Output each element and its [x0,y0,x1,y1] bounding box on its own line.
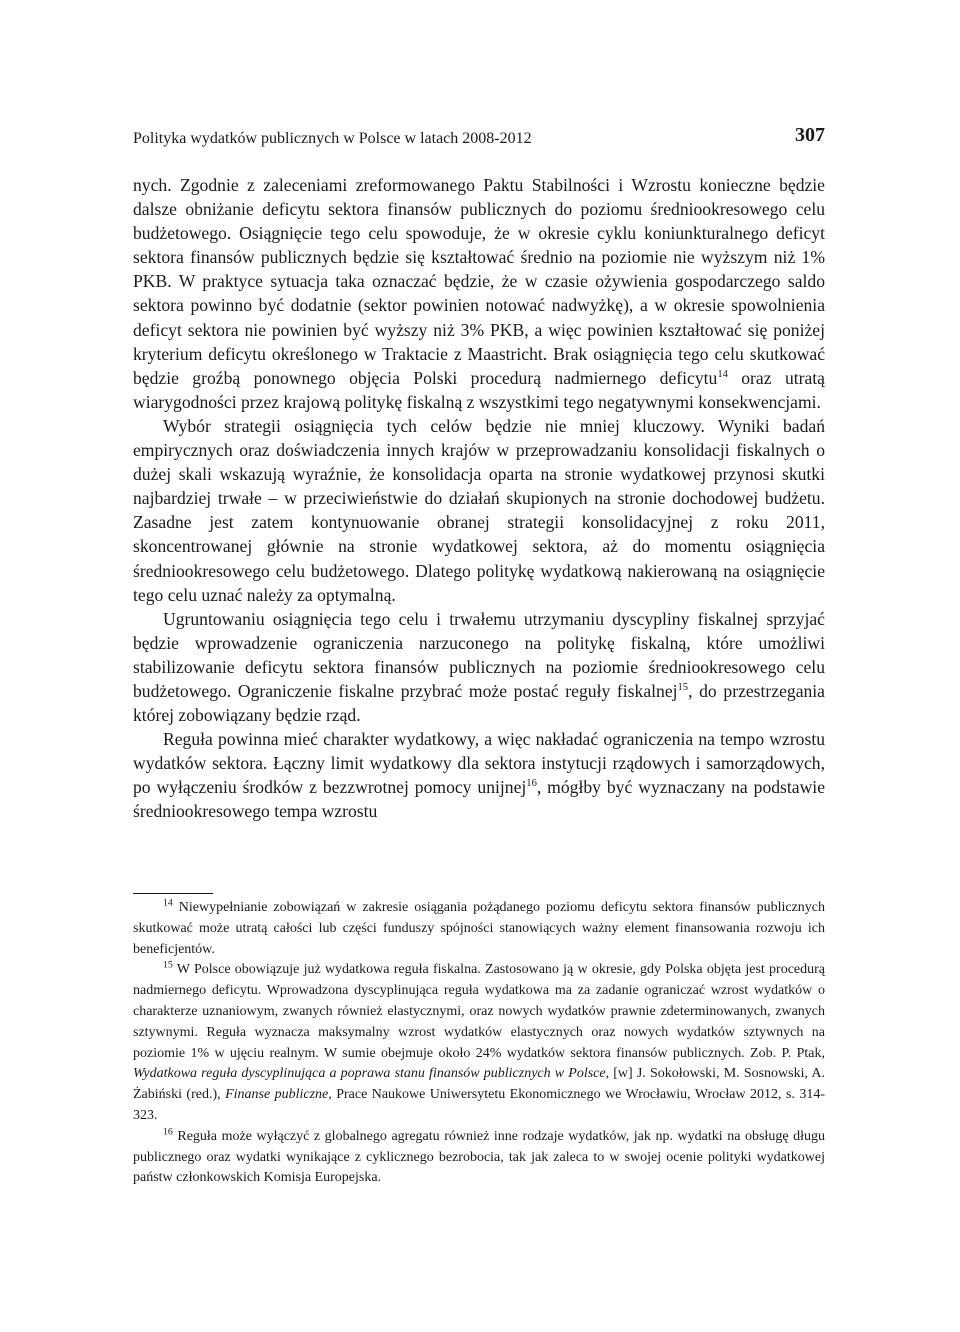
footnotes [133,898,825,1189]
paragraph-1-text-b: oraz utratą wiarygodności przez krajową politykę fiskalną z wszystkimi tego negatywnymi konsekwencjami. [133,367,825,412]
footnote-ref-16: 16 [526,778,537,790]
running-title: Polityka wydatków publicznych w Polsce w latach 2008-2012 [133,130,532,147]
paragraph-4-text-a: Reguła powinna mieć charakter wydatkowy, a więc nakładać ograniczenia na tempo wzrostu wydatków sektora. Łączny limit wydatkowy dla sektora instytucji rządowych i samorządowych, po wyłączeniu środków z bezzwrotnej pomocy unijnej [133,729,825,798]
footnote-15-text-a: W Polsce obowiązuje już wydatkowa reguła fiskalna. Zastosowano ją w okresie, gdy Polska objęta jest procedurą nadmiernego deficytu. Wprowadzona dyscyplinująca reguła wydatkowa ma za zadanie ograniczać wzrost wydatków o charakterze uznaniowym, zwanych również elastycznymi, oraz nowych wydatków prawnie zdeterminowanych, zwanych sztywnymi. Reguła wyznacza maksymalny wzrost wydatków elastycznych oraz nowych wydatków sztywnych na poziomie 1% w ujęciu realnym. W sumie obejmuje około 24% wydatków sektora finansów publicznych. Zob. P. Ptak, [133,962,825,1061]
body-text [133,173,825,824]
paragraph-3-text-a: Ugruntowaniu osiągnięcia tego celu i trwałemu utrzymaniu dyscypliny fiskalnej sprzyjać będzie wprowadzenie ograniczenia narzuconego na politykę fiskalną, które umożliwi stabilizowanie deficytu sektora finansów publicznych na poziomie średniookresowego celu budżetowego. Ograniczenie fiskalne przybrać może postać reguły fiskalnej [133,608,825,701]
paragraph-1 [133,173,825,414]
footnote-15-cited-title: Wydatkowa reguła dyscyplinująca a poprawa stanu finansów publicznych w Polsce [133,1066,606,1082]
footnote-14-text: Niewypełnianie zobowiązań w zakresie osiągania pożądanego poziomu deficytu sektora finansów publicznych skutkować może utratą całości lub części funduszy spójności stanowiących ważny element finansowania rozwoju ich beneficjentów. [133,900,825,957]
footnote-number-14: 14 [163,897,173,909]
document-page [133,0,825,1332]
paragraph-4 [133,727,825,823]
footnote-14 [133,898,825,960]
footnote-ref-14: 14 [717,368,728,380]
paragraph-2: Wybór strategii osiągnięcia tych celów będzie nie mniej kluczowy. Wyniki badań empirycznych oraz doświadczenia innych krajów w przeprowadzaniu konsolidacji fiskalnych o dużej skali wskazują wyraźnie, że konsolidacja oparta na stronie wydatkowej przynosi skutki najbardziej trwałe – w przeciwieństwie do działań skupionych na stronie dochodowej budżetu. Zasadne jest zatem kontynuowanie obranej strategii konsolidacyjnej z roku 2011, skoncentrowanej głównie na stronie wydatkowej sektora, aż do momentu osiągnięcia średniookresowego celu budżetowego. Dlatego politykę wydatkową nakierowaną na osiągnięcie tego celu uznać należy za optymalną. [133,415,825,605]
footnote-ref-15: 15 [677,682,689,694]
paragraph-3-text-b: , do przestrzegania której zobowiązany będzie rząd. [133,680,825,726]
footnote-15-text-b: , [w] J. Sokołowski, M. Sosnowski, A. Żabiński (red.), [133,1066,825,1103]
footnote-15-book-title: Finanse publiczne [225,1087,329,1103]
footnote-15 [133,960,825,1126]
paragraph-3 [133,607,825,727]
footnote-number-16: 16 [163,1126,173,1138]
footnote-separator [133,893,213,894]
footnote-16-text: Reguła może wyłączyć z globalnego agregatu również inne rodzaje wydatków, jak np. wydatki na obsługę długu publicznego oraz wydatki wynikające z cyklicznego bezrobocia, tak jak zaleca to w swojej ocenie polityki wydatkowej państw członkowskich Komisja Europejska. [133,1128,825,1186]
paragraph-1-text-a: nych. Zgodnie z zaleceniami zreformowanego Paktu Stabilności i Wzrostu konieczne będzie dalsze obniżanie deficytu sektora finansów publicznych do poziomu średniookresowego celu budżetowego. Osiągnięcie tego celu spowoduje, że w okresie cyklu koniunkturalnego deficyt sektora finansów publicznych będzie się kształtować średnio na poziomie nie wyższym niż 1% PKB. W praktyce sytuacja taka oznaczać będzie, że w czasie ożywienia gospodarczego saldo sektora powinno być dodatnie (sektor powinien notować nadwyżkę), a w okresie spowolnienia deficyt sektora nie powinien być wyższy niż 3% PKB, a więc powinien kształtować się poniżej kryterium deficytu określonego w Traktacie z Maastricht. Brak osiągnięcia tego celu skutkować będzie groźbą ponownego objęcia Polski procedurą nadmiernego deficytu [133,175,825,388]
footnote-number-15: 15 [163,959,173,971]
footnote-15-text-c: , Prace Naukowe Uniwersytetu Ekonomicznego we Wrocławiu, Wrocław 2012, s. 314-323. [133,1087,825,1123]
paragraph-4-text-b: , mógłby być wyznaczany na podstawie średniookresowego tempa wzrostu [133,777,826,822]
footnote-16 [133,1127,825,1189]
page-number: 307 [795,124,825,146]
page-header [133,124,825,154]
